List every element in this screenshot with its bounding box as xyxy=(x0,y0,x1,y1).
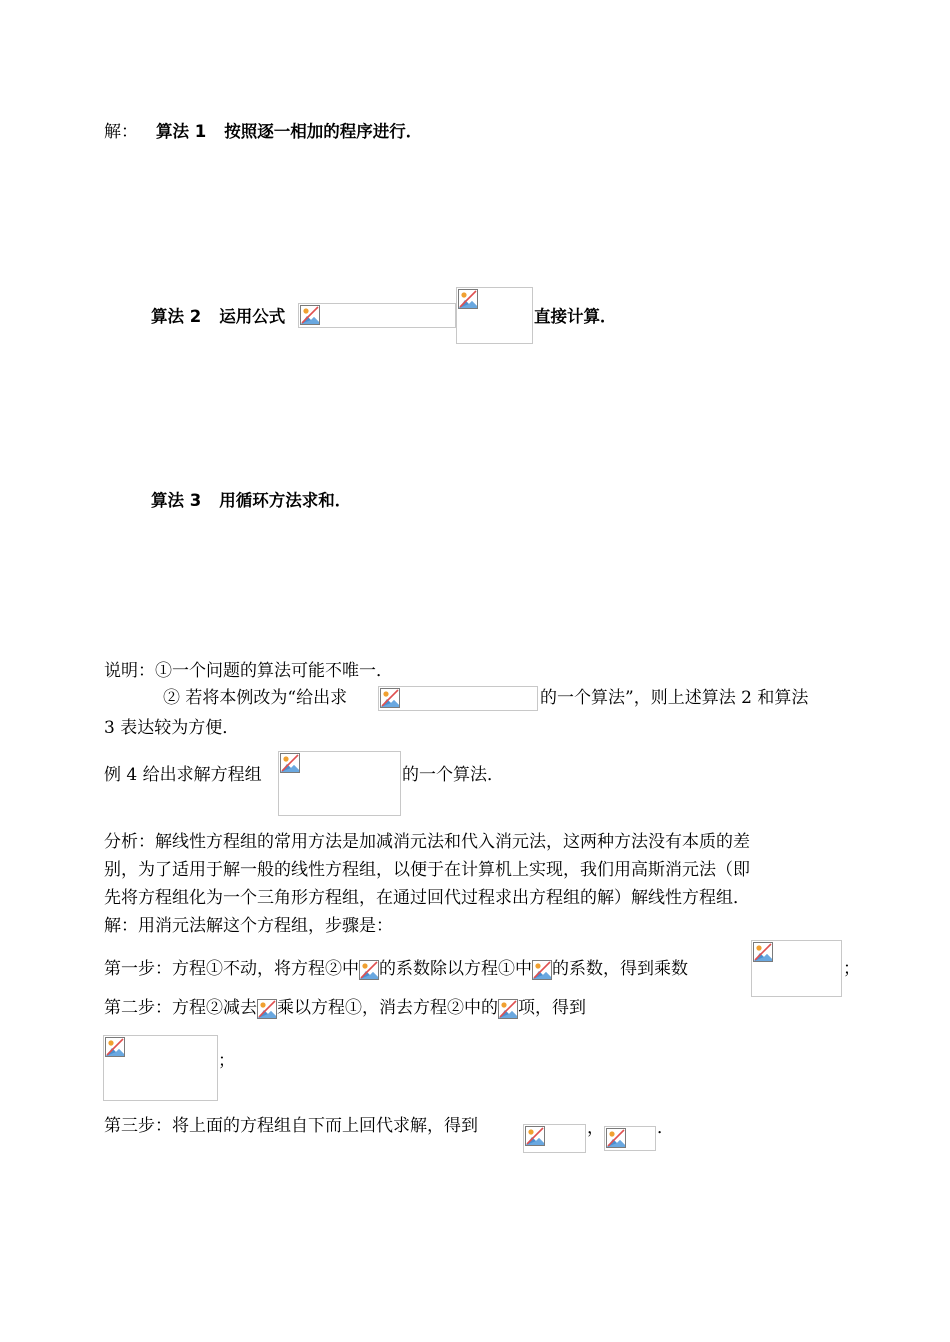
algorithm-2-text-after: 直接计算． xyxy=(534,307,617,326)
equation-system-image xyxy=(278,751,401,816)
formula-image-3 xyxy=(378,686,538,711)
variable-image-x1 xyxy=(359,960,379,980)
step-1-part-2: 的系数除以方程①中 xyxy=(379,959,532,979)
algorithm-2-text-before: 运用公式 xyxy=(219,307,286,326)
algorithm-3-label: 算法 3 xyxy=(151,491,202,510)
algorithm-2-label: 算法 2 xyxy=(151,307,202,326)
step-3-text: 第三步：将上面的方程组自下而上回代求解，得到 xyxy=(104,1116,478,1136)
algorithm-2-label-group xyxy=(151,306,285,328)
solution-x1-image xyxy=(604,1126,656,1151)
algorithm-3-line xyxy=(151,490,351,512)
variable-image-x1-b xyxy=(532,960,552,980)
step-1-end: ； xyxy=(843,959,860,979)
broken-image-icon xyxy=(525,1126,545,1146)
broken-image-icon xyxy=(606,1128,626,1148)
step-1-line xyxy=(104,958,688,980)
note-line-1: 说明：①一个问题的算法可能不唯一． xyxy=(104,661,393,681)
solution-2-line: 解：用消元法解这个方程组，步骤是： xyxy=(104,916,393,936)
broken-image-icon xyxy=(257,999,277,1019)
solution-prefix: 解： xyxy=(104,122,138,142)
broken-image-icon xyxy=(380,688,400,708)
broken-image-icon xyxy=(359,960,379,980)
note-line-2-before: ② 若将本例改为“给出求 xyxy=(163,688,348,708)
broken-image-icon xyxy=(300,305,320,325)
example-4-after: 的一个算法． xyxy=(402,765,504,785)
formula-image-1 xyxy=(298,303,456,328)
step-2-part-2: 乘以方程①，消去方程②中的 xyxy=(277,998,498,1018)
broken-image-icon xyxy=(498,999,518,1019)
step-2-part-3: 项，得到 xyxy=(518,998,586,1018)
algorithm-1-line xyxy=(104,121,422,143)
broken-image-icon xyxy=(532,960,552,980)
step-2-part-1: 第二步：方程②减去 xyxy=(104,998,257,1018)
broken-image-icon xyxy=(458,289,478,309)
note-line-2-after: 的一个算法”，则上述算法 2 和算法 xyxy=(540,688,809,708)
step-2-line xyxy=(104,997,586,1019)
note-line-3: 3 表达较为方便． xyxy=(104,718,240,738)
triangular-system-image xyxy=(103,1035,218,1101)
analysis-line-3: 先将方程组化为一个三角形方程组，在通过回代过程求出方程组的解）解线性方程组． xyxy=(104,888,750,908)
broken-image-icon xyxy=(280,753,300,773)
algorithm-3-text: 用循环方法求和． xyxy=(219,491,352,510)
analysis-line-1: 分析：解线性方程组的常用方法是加减消元法和代入消元法，这两种方法没有本质的差 xyxy=(104,832,750,852)
variable-image-x1-c xyxy=(498,999,518,1019)
broken-image-icon xyxy=(753,942,773,962)
algorithm-1-label: 算法 1 xyxy=(156,122,207,141)
step-1-part-3: 的系数，得到乘数 xyxy=(552,959,688,979)
step-3-separator: ， xyxy=(587,1118,604,1138)
algorithm-1-text: 按照逐一相加的程序进行． xyxy=(224,122,423,141)
formula-image-2 xyxy=(456,287,533,344)
broken-image-icon xyxy=(105,1037,125,1057)
step-1-part-1: 第一步：方程①不动，将方程②中 xyxy=(104,959,359,979)
step-2-end: ； xyxy=(218,1051,235,1071)
example-4-before: 例 4 给出求解方程组 xyxy=(104,765,262,785)
algorithm-2-text-after-group xyxy=(534,306,617,328)
multiplier-image xyxy=(751,940,842,997)
analysis-line-2: 别，为了适用于解一般的线性方程组，以便于在计算机上实现，我们用高斯消元法（即 xyxy=(104,860,750,880)
multiplier-variable-image xyxy=(257,999,277,1019)
solution-x2-image xyxy=(523,1124,586,1153)
step-3-end: ． xyxy=(657,1118,674,1138)
